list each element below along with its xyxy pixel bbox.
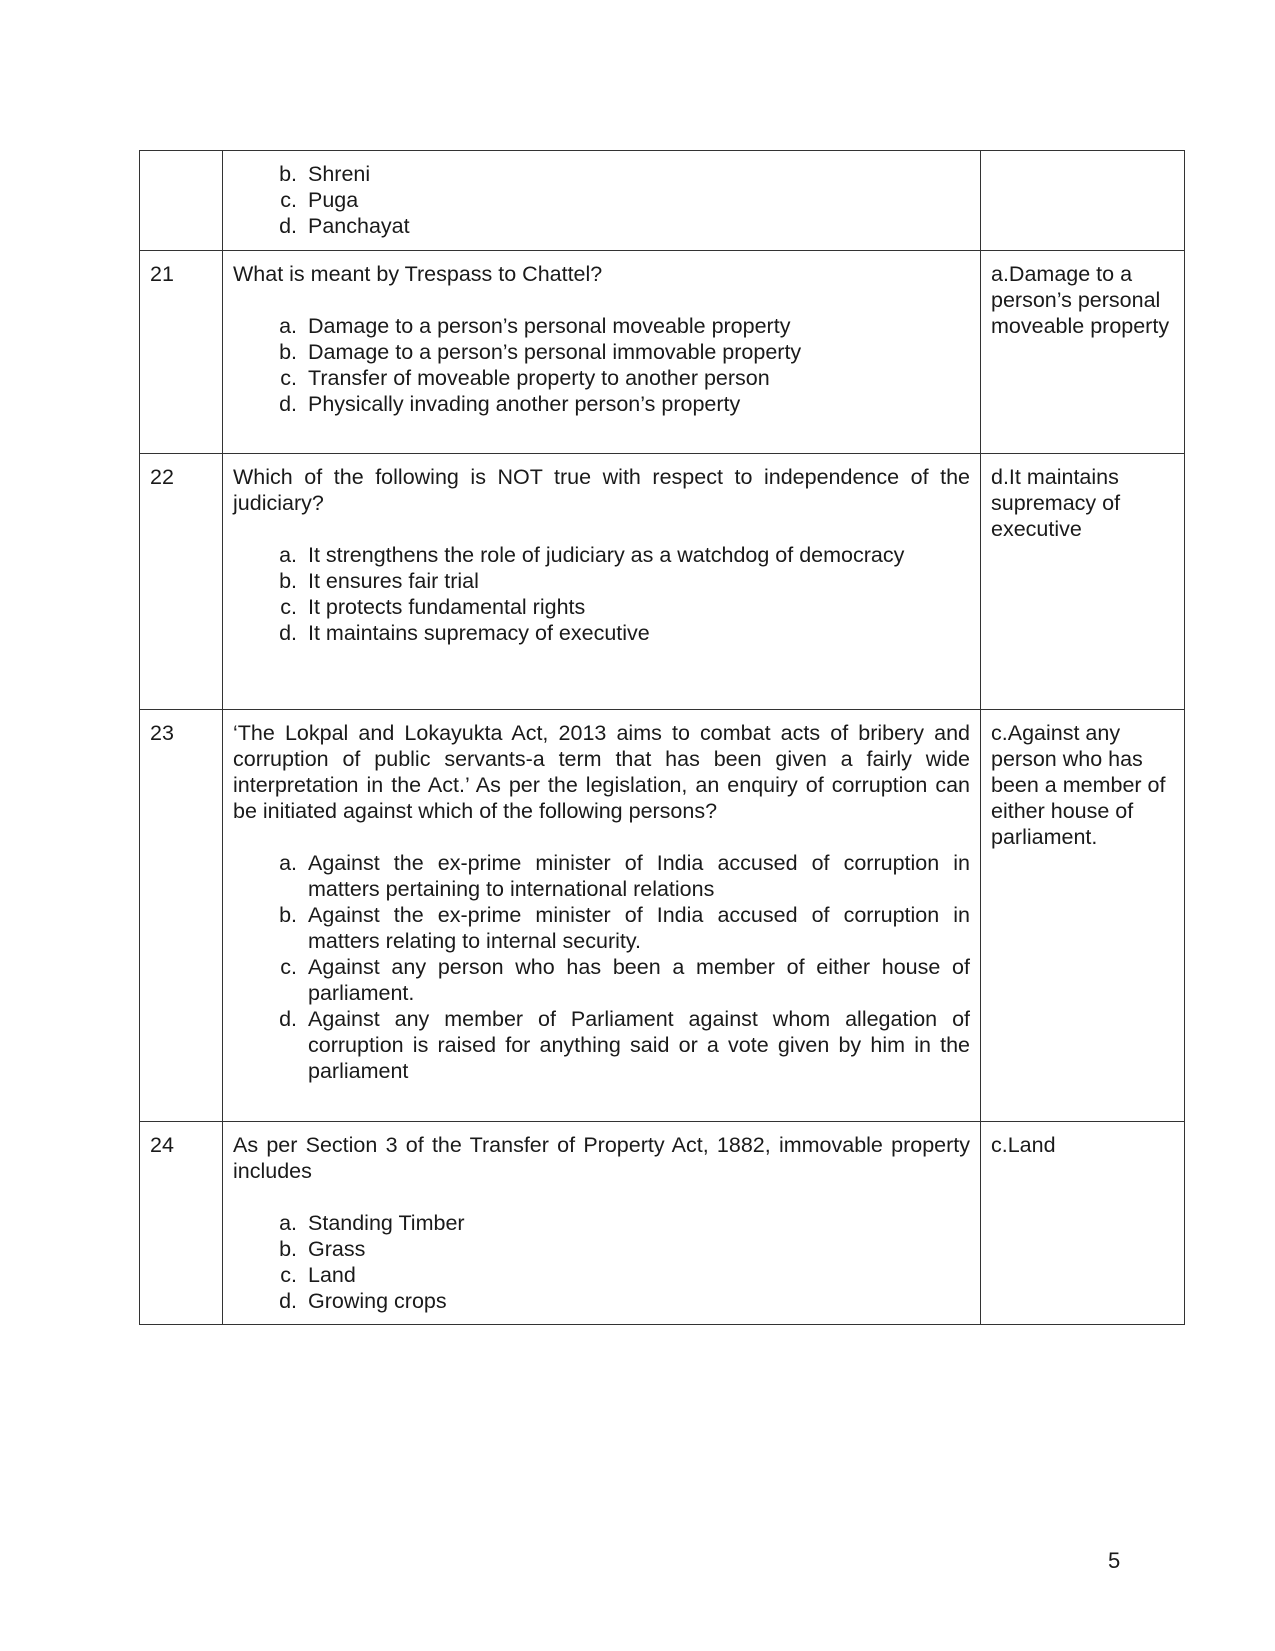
options-list [233,313,970,417]
option-text: Shreni [308,162,371,186]
option-item [233,391,970,417]
option-text: It protects fundamental rights [308,595,586,619]
answer-cell [981,151,1185,251]
answer-cell: d.It maintains supremacy of executive [981,454,1185,710]
question-number: 24 [140,1122,223,1325]
question-number: 23 [140,710,223,1122]
option-item [233,1262,970,1288]
option-letter: c. [280,1263,297,1287]
question-cell [223,1122,981,1325]
option-letter: d. [279,1289,297,1313]
option-text: Growing crops [308,1289,447,1313]
option-letter: d. [279,214,297,238]
option-item [233,213,970,239]
option-text: Transfer of moveable property to another person [308,366,770,390]
options-list [233,542,970,646]
question-cell [223,151,981,251]
option-text: Standing Timber [308,1211,465,1235]
option-item [233,365,970,391]
option-text: Puga [308,188,359,212]
option-item [233,542,970,568]
option-text: It strengthens the role of judiciary as a watchdog of democracy [308,543,905,567]
question-text: As per Section 3 of the Transfer of Property Act, 1882, immovable property includes [233,1133,970,1183]
table-row-q23 [140,710,1185,1122]
option-item [233,1236,970,1262]
option-text: Physically invading another person’s property [308,392,741,416]
question-number: 22 [140,454,223,710]
option-item [233,620,970,646]
question-number: 21 [140,251,223,454]
option-item [233,594,970,620]
option-item [233,1006,970,1084]
option-letter: a. [279,314,297,338]
question-cell [223,251,981,454]
option-letter: c. [280,188,297,212]
options-list [233,1210,970,1314]
option-text: It ensures fair trial [308,569,479,593]
option-item [233,850,970,902]
option-letter: a. [279,851,297,875]
answer-cell: c.Land [981,1122,1185,1325]
option-item [233,313,970,339]
option-item [233,1288,970,1314]
option-letter: b. [279,903,297,927]
option-item [233,954,970,1006]
option-text: Panchayat [308,214,410,238]
option-text: Grass [308,1237,366,1261]
option-text: It maintains supremacy of executive [308,621,650,645]
options-list [233,161,970,239]
table-row-continuation [140,151,1185,251]
question-cell [223,710,981,1122]
option-letter: d. [279,392,297,416]
option-letter: a. [279,543,297,567]
option-letter: c. [280,595,297,619]
option-item [233,902,970,954]
option-text: Damage to a person’s personal moveable property [308,314,791,338]
option-letter: b. [279,569,297,593]
answer-cell: c.Against any person who has been a member of either house of parliament. [981,710,1185,1122]
option-letter: c. [280,366,297,390]
question-text: Which of the following is NOT true with respect to independence of the judiciary? [233,465,970,515]
answer-cell: a.Damage to a person’s personal moveable property [981,251,1185,454]
option-item [233,339,970,365]
option-text: Against any member of Parliament against whom allegation of corruption is raised for anything said or a vote given by him in the parliament [308,1007,970,1083]
page-number: 5 [1108,1548,1121,1573]
option-letter: a. [279,1211,297,1235]
question-text: What is meant by Trespass to Chattel? [233,262,603,286]
option-letter: b. [279,340,297,364]
table-row-q22 [140,454,1185,710]
table-row-q24 [140,1122,1185,1325]
question-cell [223,454,981,710]
number-cell [140,151,223,251]
option-item [233,187,970,213]
option-letter: c. [280,955,297,979]
option-text: Damage to a person’s personal immovable property [308,340,802,364]
table-row-q21 [140,251,1185,454]
option-letter: b. [279,1237,297,1261]
option-item [233,1210,970,1236]
option-item [233,161,970,187]
options-list [233,850,970,1084]
option-letter: d. [279,1007,297,1031]
option-text: Against any person who has been a member of either house of parliament. [308,955,970,1005]
option-text: Against the ex-prime minister of India accused of corruption in matters pertaining to international relations [308,851,970,901]
option-text: Against the ex-prime minister of India accused of corruption in matters relating to internal security. [308,903,970,953]
question-table [139,150,1185,1325]
option-item [233,568,970,594]
question-text: ‘The Lokpal and Lokayukta Act, 2013 aims to combat acts of bribery and corruption of public servants-a term that has been given a fairly wide interpretation in the Act.’ As per the legislation, an enquiry of corruption can be initiated against which of the following persons? [233,721,970,823]
option-letter: b. [279,162,297,186]
option-text: Land [308,1263,356,1287]
option-letter: d. [279,621,297,645]
